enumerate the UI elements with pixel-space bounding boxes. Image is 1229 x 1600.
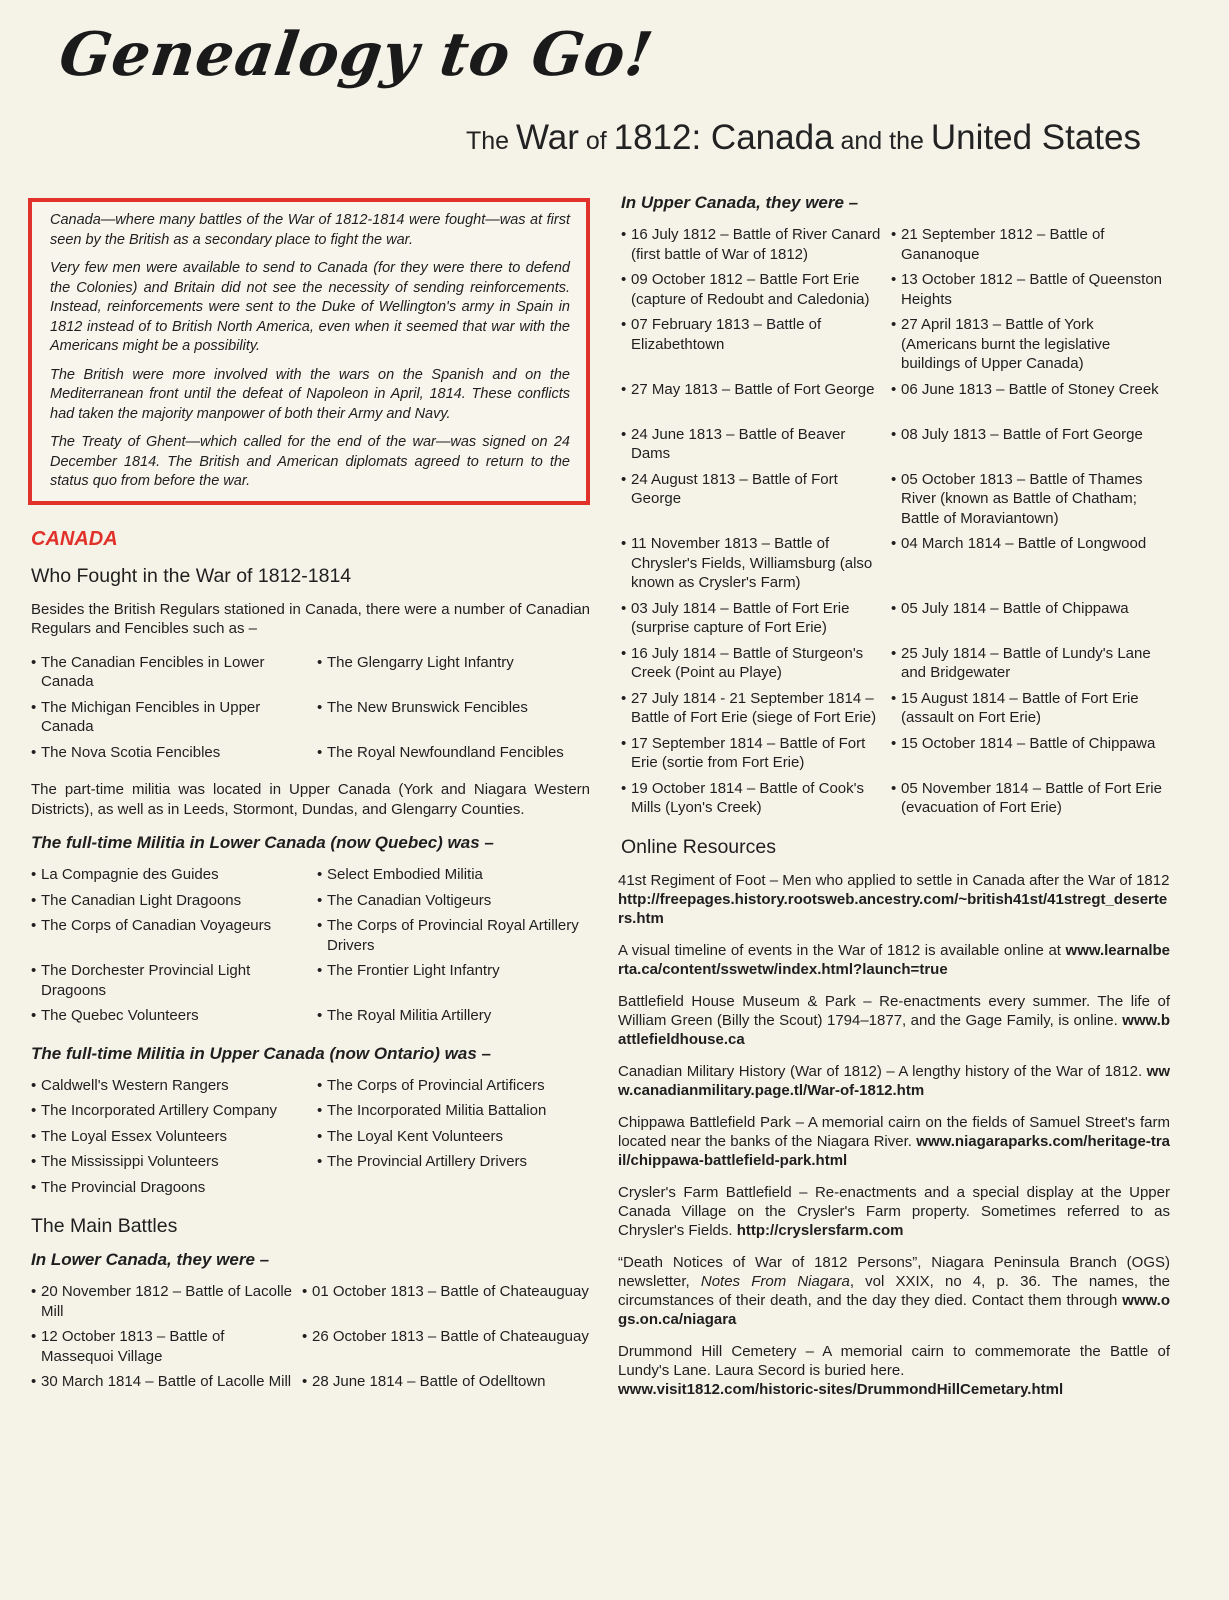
list-item: • 27 May 1813 – Battle of Fort George [621, 380, 883, 419]
list-item: • 27 April 1813 – Battle of York (Americans burnt the legislative buildings of Upper Canada) [891, 315, 1170, 374]
resource-entry [618, 941, 1170, 979]
title-1812-canada: 1812: Canada [613, 118, 834, 157]
intro-paragraph: Canada—where many battles of the War of 1812-1814 were fought—was at first seen by the British as a secondary place to fight the war. [50, 212, 570, 248]
intro-paragraph: The Treaty of Ghent—which called for the end of the war—was signed on 24 December 1814. The British and American diplomats agreed to return to the status quo from before the war. [50, 434, 570, 489]
list-item: • La Compagnie des Guides [31, 865, 309, 885]
upper-battles-heading: In Upper Canada, they were – [621, 193, 859, 212]
title-the: The [465, 127, 510, 155]
resource-link[interactable]: www.niagaraparks.com/heritage-trail/chippawa-battlefield-park.html [618, 1132, 1170, 1169]
list-item: • 24 August 1813 – Battle of Fort George [621, 470, 883, 529]
list-item: • The Provincial Artillery Drivers [317, 1152, 590, 1172]
resource-text: Battlefield House Museum & Park – Re-enactments every summer. The life of William Green (Billy the Scout) 1794–1877, and the Gage Family, is online. [618, 992, 1170, 1029]
list-item: • 03 July 1814 – Battle of Fort Erie (surprise capture of Fort Erie) [621, 599, 883, 638]
list-item: • 04 March 1814 – Battle of Longwood [891, 534, 1170, 593]
title-of: of [585, 127, 607, 155]
list-item: • The Canadian Light Dragoons [31, 891, 309, 911]
title-and-the: and the [840, 127, 924, 155]
list-item: • The Frontier Light Infantry [317, 961, 590, 1000]
fencibles-list [31, 653, 590, 763]
list-item: • 15 August 1814 – Battle of Fort Erie (assault on Fort Erie) [891, 689, 1170, 728]
list-item: • 09 October 1812 – Battle Fort Erie (capture of Redoubt and Caledonia) [621, 270, 883, 309]
upper-militia-heading: The full-time Militia in Upper Canada (now Ontario) was – [31, 1043, 491, 1063]
list-item: • 07 February 1813 – Battle of Elizabethtown [621, 315, 883, 374]
militia-text: The part-time militia was located in Upper Canada (York and Niagara Western Districts), as well as in Leeds, Stormont, Dundas, and Glengarry Counties. [31, 781, 590, 818]
list-item: • 21 September 1812 – Battle of Gananoque [891, 225, 1170, 264]
list-item: • 20 November 1812 – Battle of Lacolle Mill [31, 1282, 294, 1321]
list-item: • 30 March 1814 – Battle of Lacolle Mill [31, 1372, 294, 1411]
list-item: • The Incorporated Militia Battalion [317, 1101, 590, 1121]
resource-link[interactable]: www.battlefieldhouse.ca [618, 1011, 1170, 1048]
resource-entry [618, 992, 1170, 1049]
page-title [466, 118, 1141, 158]
resource-link[interactable]: www.ogs.on.ca/niagara [618, 1291, 1170, 1328]
brand-title: Genealogy to Go! [55, 20, 658, 90]
list-item: • The Loyal Kent Volunteers [317, 1127, 590, 1147]
list-item: • 11 November 1813 – Battle of Chrysler's Fields, Williamsburg (also known as Crysler's Farm) [621, 534, 883, 593]
list-item: • 12 October 1813 – Battle of Massequoi Village [31, 1327, 294, 1366]
resource-link[interactable]: http://cryslersfarm.com [736, 1221, 904, 1239]
resource-text: Drummond Hill Cemetery – A memorial cairn to commemorate the Battle of Lundy's Lane. Laura Secord is buried here. [618, 1342, 1170, 1379]
list-item: • 24 June 1813 – Battle of Beaver Dams [621, 425, 883, 464]
list-item: • The Dorchester Provincial Light Dragoons [31, 961, 309, 1000]
list-item: • The Michigan Fencibles in Upper Canada [31, 698, 309, 737]
list-item: • The Loyal Essex Volunteers [31, 1127, 309, 1147]
resource-link[interactable]: www.learnalberta.ca/content/sswetw/index.html?launch=true [618, 941, 1171, 978]
list-item: • The Glengarry Light Infantry [317, 653, 590, 692]
resource-entry [618, 1062, 1170, 1100]
list-item: • 16 July 1812 – Battle of River Canard (first battle of War of 1812) [621, 225, 883, 264]
newsletter-title: Notes From Niagara [700, 1272, 850, 1290]
resource-text: Crysler's Farm Battlefield – Re-enactments and a special display at the Upper Canada Village on the Crysler's Farm property. Sometimes referred to as Chrysler's Fields. [618, 1183, 1170, 1239]
resource-text: , vol XXIX, no 4, p. 36. The names, the circumstances of their death, and the day they died. Contact them through [618, 1272, 1171, 1309]
list-item: • The Quebec Volunteers [31, 1006, 309, 1026]
list-item: • 06 June 1813 – Battle of Stoney Creek [891, 380, 1170, 419]
list-item: • 26 October 1813 – Battle of Chateauguay [302, 1327, 590, 1366]
resource-entry [618, 1113, 1170, 1170]
list-item: • Select Embodied Militia [317, 865, 590, 885]
resource-entry [618, 1253, 1170, 1329]
list-item: • The Canadian Fencibles in Lower Canada [31, 653, 309, 692]
resource-text: Chippawa Battlefield Park – A memorial cairn on the fields of Samuel Street's farm located near the banks of the Niagara River. [618, 1113, 1170, 1150]
title-war: War [516, 118, 579, 157]
resource-text: 41st Regiment of Foot – Men who applied to settle in Canada after the War of 1812 [618, 871, 1170, 889]
title-united-states: United States [930, 118, 1141, 157]
list-item: • 16 July 1814 – Battle of Sturgeon's Creek (Point au Playe) [621, 644, 883, 683]
list-item: • 05 July 1814 – Battle of Chippawa [891, 599, 1170, 638]
lower-battles-heading: In Lower Canada, they were – [31, 1250, 270, 1269]
list-item: • The Mississippi Volunteers [31, 1152, 309, 1172]
lower-battles-list [31, 1282, 590, 1411]
list-item: • 15 October 1814 – Battle of Chippawa [891, 734, 1170, 773]
list-item: • 27 July 1814 - 21 September 1814 – Battle of Fort Erie (siege of Fort Erie) [621, 689, 883, 728]
list-item: • 08 July 1813 – Battle of Fort George [891, 425, 1170, 464]
list-item: • The Corps of Provincial Royal Artillery Drivers [317, 916, 590, 955]
resource-text: Canadian Military History (War of 1812) – A lengthy history of the War of 1812. [618, 1062, 1143, 1080]
resource-text: A visual timeline of events in the War of 1812 is available online at [618, 941, 1061, 959]
resource-entry [618, 1183, 1170, 1240]
left-column [28, 198, 590, 1429]
lower-militia-heading: The full-time Militia in Lower Canada (now Quebec) was – [31, 833, 494, 852]
list-item: • The Corps of Canadian Voyageurs [31, 916, 309, 955]
upper-battles-list [621, 225, 1170, 818]
list-item: • 17 September 1814 – Battle of Fort Erie (sortie from Fort Erie) [621, 734, 883, 773]
resource-entry [618, 1342, 1170, 1399]
list-item: • 01 October 1813 – Battle of Chateauguay [302, 1282, 590, 1321]
list-item: • The Royal Newfoundland Fencibles [317, 743, 590, 763]
list-item: • 28 June 1814 – Battle of Odelltown [302, 1372, 590, 1411]
intro-paragraph: Very few men were available to send to Canada (for they were there to defend the Colonies) and Britain did not see the necessity of sending reinforcements. Instead, reinforcements were sent to the Duke of Wellington's army in Spain in 1812 instead of to British North America, even when it seemed that war with the Americans might be a possibility. [50, 260, 570, 354]
resource-link[interactable]: www.canadianmilitary.page.tl/War-of-1812.htm [618, 1062, 1170, 1099]
upper-militia-list [31, 1076, 590, 1198]
lower-militia-list [31, 865, 590, 1026]
intro-paragraph: The British were more involved with the wars on the Spanish and on the Mediterranean front until the defeat of Napoleon in April, 1814. These conflicts had taken the majority manpower of both their Army and Navy. [50, 366, 570, 422]
list-item: • 25 July 1814 – Battle of Lundy's Lane and Bridgewater [891, 644, 1170, 683]
list-item: • The Provincial Dragoons [31, 1178, 309, 1198]
resource-text: “Death Notices of War of 1812 Persons”, Niagara Peninsula Branch (OGS) newsletter, [618, 1253, 1170, 1290]
who-fought-heading: Who Fought in the War of 1812-1814 [31, 564, 352, 587]
list-item: • The Nova Scotia Fencibles [31, 743, 309, 763]
resource-link[interactable]: http://freepages.history.rootsweb.ancestry.com/~british41st/41stregt_deserters.htm [618, 890, 1168, 927]
list-item: • 05 November 1814 – Battle of Fort Erie (evacuation of Fort Erie) [891, 779, 1170, 818]
list-item: • The Incorporated Artillery Company [31, 1101, 309, 1121]
right-column [618, 193, 1170, 1412]
canada-heading: CANADA [31, 527, 118, 550]
intro-box [28, 198, 590, 505]
list-item: • The New Brunswick Fencibles [317, 698, 590, 737]
main-battles-heading: The Main Battles [31, 1215, 178, 1237]
list-item: • 19 October 1814 – Battle of Cook's Mills (Lyon's Creek) [621, 779, 883, 818]
list-item: • 05 October 1813 – Battle of Thames River (known as Battle of Chatham; Battle of Moraviantown) [891, 470, 1170, 529]
resource-link[interactable]: www.visit1812.com/historic-sites/DrummondHillCemetary.html [618, 1380, 1064, 1398]
resource-entry [618, 871, 1170, 928]
online-resources-heading: Online Resources [621, 835, 776, 858]
list-item: • 13 October 1812 – Battle of Queenston Heights [891, 270, 1170, 309]
list-item: • The Royal Militia Artillery [317, 1006, 590, 1026]
list-item: • The Canadian Voltigeurs [317, 891, 590, 911]
list-item: • Caldwell's Western Rangers [31, 1076, 309, 1096]
who-fought-text: Besides the British Regulars stationed in Canada, there were a number of Canadian Regulars and Fencibles such as – [31, 600, 590, 637]
list-item: • The Corps of Provincial Artificers [317, 1076, 590, 1096]
